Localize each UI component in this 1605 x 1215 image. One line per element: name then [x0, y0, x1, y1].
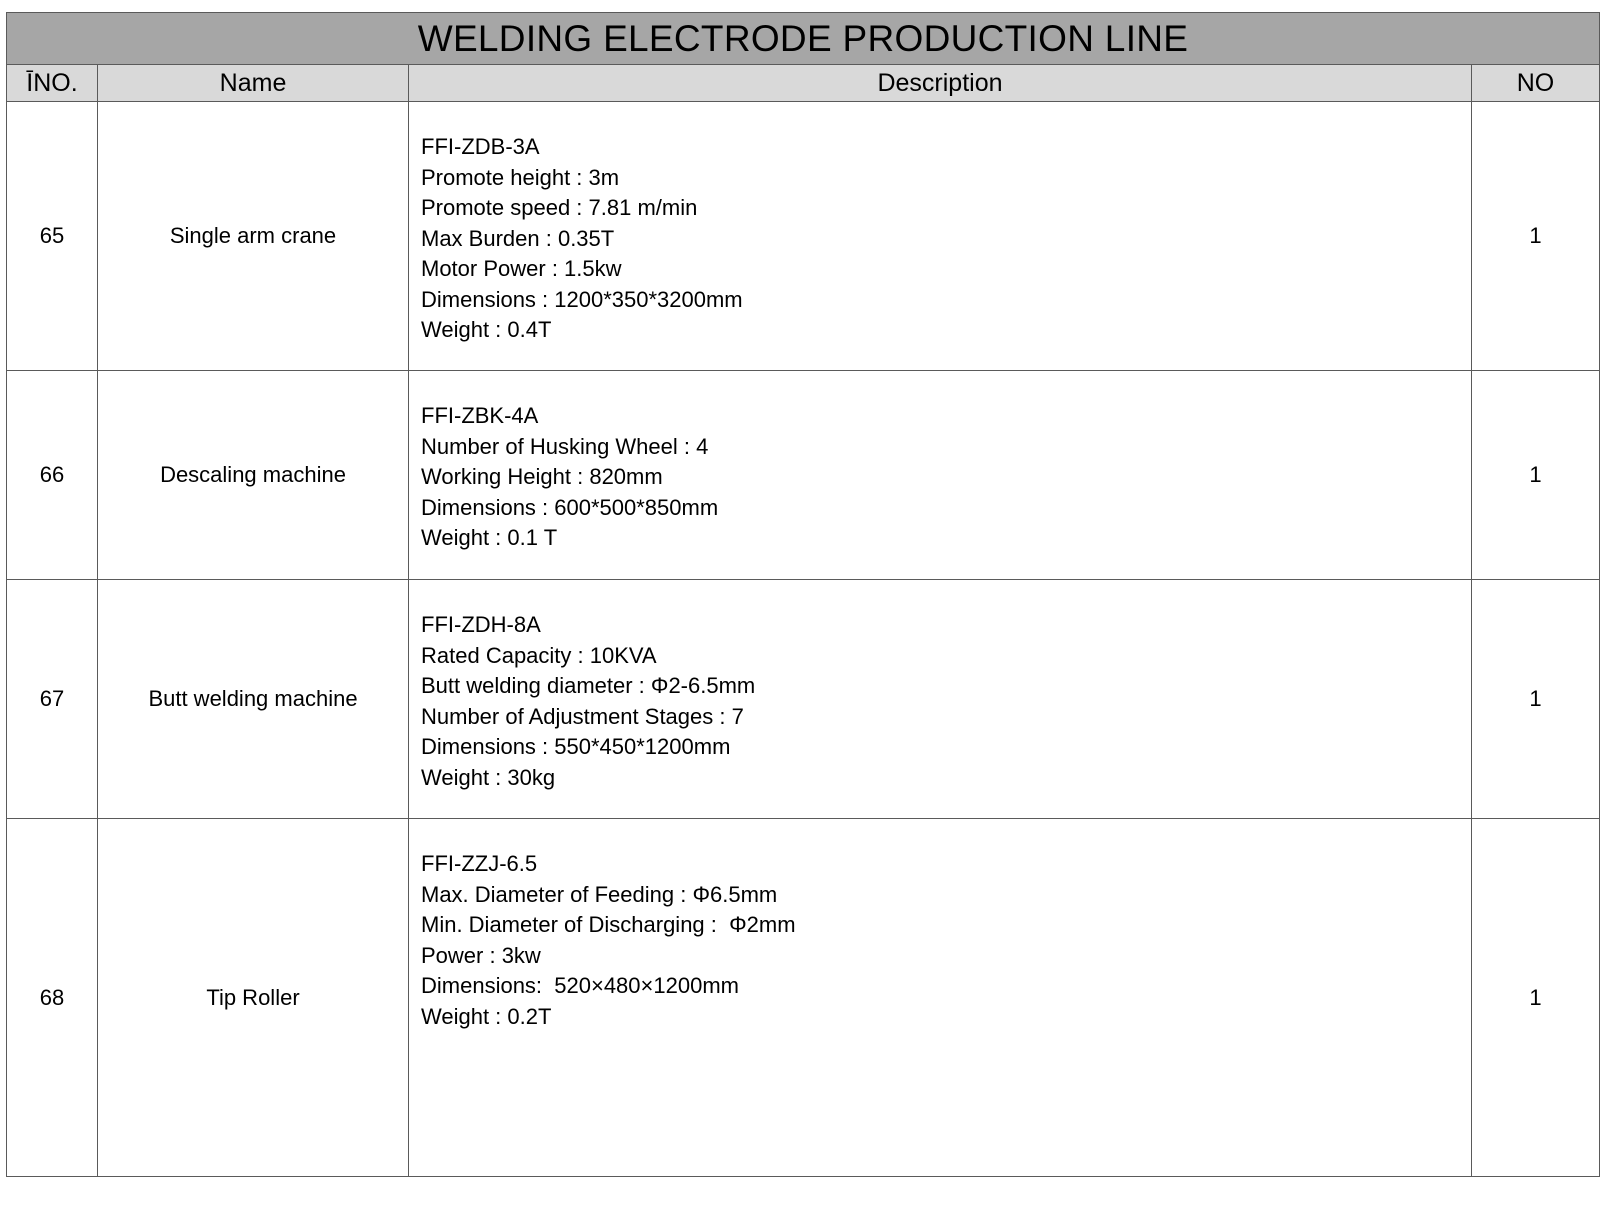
description-line: Butt welding diameter : Φ2-6.5mm [421, 673, 756, 698]
description-line: Dimensions : 1200*350*3200mm [421, 286, 743, 312]
description-line: Rated Capacity : 10KVA [421, 642, 657, 668]
header-name: Name [98, 65, 409, 102]
description-line: Promote height : 3m [421, 164, 620, 190]
equipment-table [6, 12, 1600, 1177]
item-description [409, 580, 1472, 819]
description-line: Dimensions : 550*450*1200mm [421, 734, 731, 759]
description-line: Motor Power : 1.5kw [421, 256, 622, 281]
description-line: Power : 3kw [421, 942, 541, 968]
table-row [7, 819, 1600, 1177]
description-line: FFI-ZDB-3A [421, 134, 540, 159]
row-number: 68 [7, 819, 98, 1177]
table-row [7, 580, 1600, 819]
table-title: WELDING ELECTRODE PRODUCTION LINE [7, 13, 1600, 65]
item-quantity: 1 [1472, 580, 1600, 819]
item-description [409, 102, 1472, 371]
description-line: Weight : 0.4T [421, 317, 552, 342]
header-qty: NO [1472, 65, 1600, 102]
header-no: ĪNO. [7, 65, 98, 102]
item-quantity: 1 [1472, 371, 1600, 580]
item-name: Butt welding machine [98, 580, 409, 819]
description-line: FFI-ZDH-8A [421, 612, 541, 637]
description-line: Weight : 30kg [421, 764, 556, 790]
row-number: 67 [7, 580, 98, 819]
table-row [7, 102, 1600, 371]
description-line: Min. Diameter of Discharging : Φ2mm [421, 912, 796, 937]
item-name: Descaling machine [98, 371, 409, 580]
header-row [7, 65, 1600, 102]
description-line: Number of Husking Wheel : 4 [421, 433, 709, 459]
description-line: Weight : 0.2T [421, 1003, 552, 1029]
description-line: Dimensions: 520×480×1200mm [421, 973, 739, 998]
description-line: Promote speed : 7.81 m/min [421, 195, 698, 220]
description-line: Max. Diameter of Feeding : Φ6.5mm [421, 881, 778, 907]
description-line: Number of Adjustment Stages : 7 [421, 703, 744, 729]
row-number: 65 [7, 102, 98, 371]
item-description [409, 819, 1472, 1177]
description-line: FFI-ZBK-4A [421, 403, 539, 428]
item-name: Single arm crane [98, 102, 409, 371]
equipment-sheet [6, 12, 1599, 1177]
item-quantity: 1 [1472, 819, 1600, 1177]
item-name: Tip Roller [98, 819, 409, 1177]
description-line: Working Height : 820mm [421, 464, 663, 489]
row-number: 66 [7, 371, 98, 580]
item-description [409, 371, 1472, 580]
description-line: Dimensions : 600*500*850mm [421, 494, 719, 520]
header-description: Description [409, 65, 1472, 102]
description-line: Max Burden : 0.35T [421, 225, 615, 251]
item-quantity: 1 [1472, 102, 1600, 371]
description-line: Weight : 0.1 T [421, 525, 558, 550]
description-line: FFI-ZZJ-6.5 [421, 851, 538, 876]
table-row [7, 371, 1600, 580]
